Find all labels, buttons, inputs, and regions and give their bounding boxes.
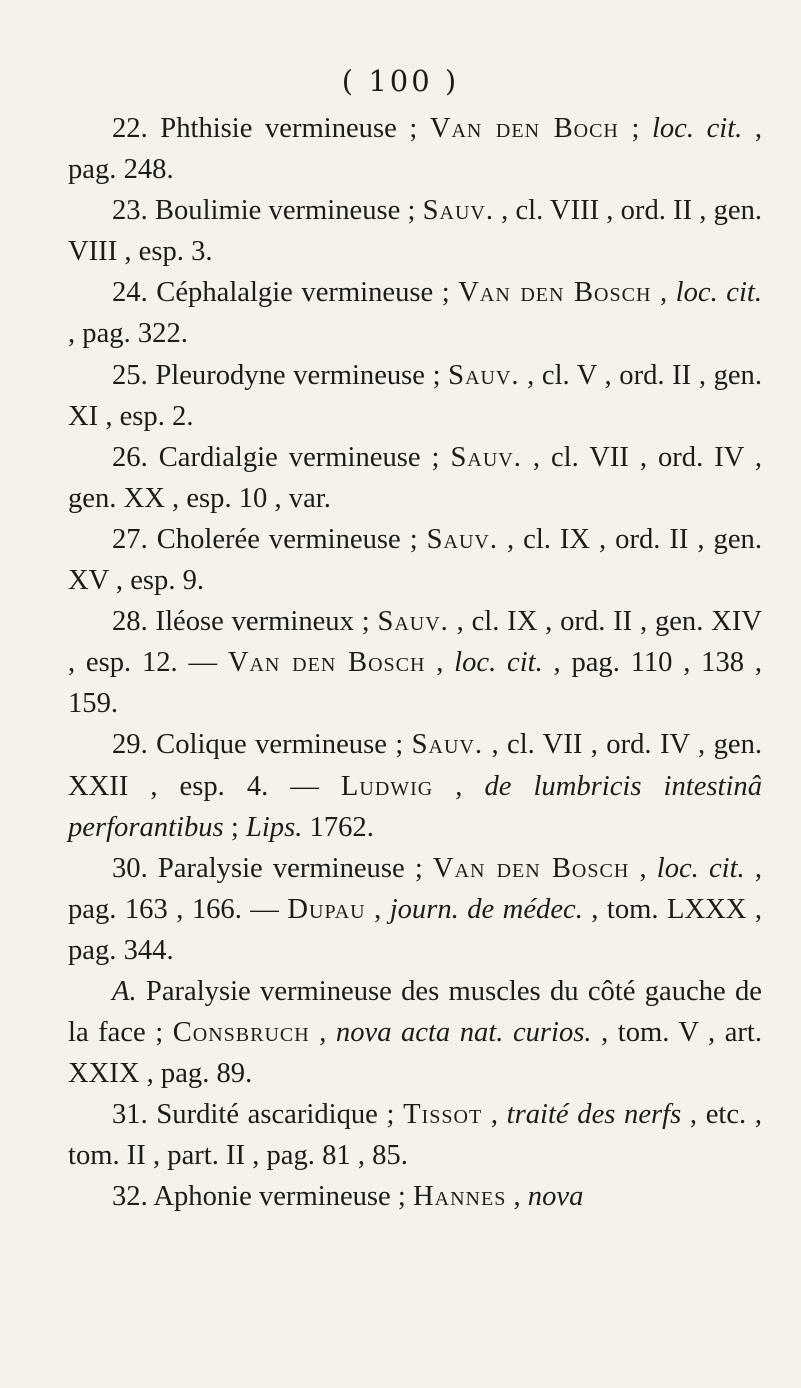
entry-30 — [68, 848, 762, 971]
citation-italic: loc. cit. — [651, 113, 743, 144]
entry-text: , — [629, 852, 657, 884]
entry-number: 28. — [112, 606, 156, 638]
entry-25 — [68, 355, 762, 437]
entry-text: , pag. 248. — [68, 113, 762, 186]
entry-number: A. — [112, 975, 146, 1007]
entry-text: , cl. IX , ord. II , gen. XIV , esp. 12. — — [68, 606, 762, 679]
entry-text: Phthisie vermineuse ; — [160, 113, 430, 144]
entry-text: , tom. V , art. XXIX , pag. 89. — [68, 1017, 762, 1090]
entry-text: , — [425, 647, 455, 679]
author-name: Sauv. — [422, 195, 494, 227]
citation-italic: loc. cit. — [656, 852, 745, 884]
entry-29 — [68, 724, 762, 847]
entry-text: Cardialgie vermineuse ; — [158, 441, 451, 473]
entry-27 — [68, 519, 762, 601]
entry-text: , — [433, 770, 485, 802]
entry-text: , — [309, 1017, 336, 1049]
entry-26 — [68, 437, 762, 519]
entry-number: 22. — [112, 113, 161, 144]
entry-text: , — [482, 1099, 507, 1131]
entry-text: , cl. VIII , ord. II , gen. VIII , esp. 3. — [68, 195, 763, 268]
author-name: Sauv. — [448, 359, 520, 391]
entry-31 — [68, 1094, 762, 1176]
entry-text: , — [365, 893, 390, 925]
author-name: Dupau — [287, 893, 366, 925]
entry-text: Boulimie vermineuse ; — [154, 195, 423, 227]
entry-text: , pag. 110 , 138 , 159. — [68, 647, 762, 720]
entry-text: Cholerée vermineuse ; — [156, 523, 427, 555]
entry-text: , cl. V , ord. II , gen. XI , esp. 2. — [68, 359, 763, 432]
entry-28 — [68, 601, 762, 724]
entry-text: , cl. VII , ord. IV , gen. XXII , esp. 4. — — [68, 729, 763, 802]
entry-text: , tom. LXXX , pag. 344. — [68, 893, 762, 966]
author-name: Consbruch — [172, 1017, 310, 1049]
entry-number: 32. — [112, 1181, 154, 1213]
citation-italic: nova — [527, 1181, 584, 1213]
author-name: Sauv. — [411, 729, 484, 761]
entry-text: , — [506, 1181, 528, 1213]
entry-text: Aphonie vermineuse ; — [153, 1181, 413, 1213]
entry-number: 25. — [112, 359, 156, 391]
author-name: Ludwig — [340, 770, 434, 802]
entry-text: Céphalalgie vermineuse ; — [156, 277, 459, 309]
entry-22 — [68, 108, 762, 190]
entry-list — [68, 108, 762, 1218]
entry-text: , — [651, 277, 676, 309]
entry-32 — [68, 1176, 762, 1217]
entry-text: Paralysie vermineuse des muscles du côté gauche de la face ; — [68, 975, 763, 1049]
entry-text: ; — [618, 113, 652, 144]
author-name: Sauv. — [426, 523, 499, 555]
entry-text: , etc. , tom. II , part. II , pag. 81 , 85. — [68, 1099, 763, 1172]
entry-text: Paralysie vermineuse ; — [157, 852, 433, 884]
entry-text: Iléose vermineux ; — [155, 606, 378, 638]
citation-italic: journ. de médec. — [389, 893, 583, 925]
entry-number: 23. — [112, 195, 155, 227]
citation-italic: loc. cit. — [675, 277, 763, 309]
entry-text: , pag. 322. — [68, 318, 188, 350]
citation-italic: traité des nerfs — [506, 1099, 682, 1131]
page-number: ( 100 ) — [341, 64, 460, 98]
entry-number: 26. — [112, 441, 159, 473]
citation-italic: de lumbricis intestinâ perforantibus — [68, 770, 762, 843]
entry-number: 27. — [112, 523, 157, 555]
entry-24 — [68, 272, 762, 354]
entry-number: 24. — [112, 277, 157, 309]
entry-number: 30. — [112, 852, 158, 884]
entry-number: 29. — [112, 729, 157, 761]
author-name: Van den Bosch — [227, 647, 426, 679]
entry-text: , cl. VII , ord. IV , gen. XX , esp. 10 , var. — [68, 441, 762, 514]
entry-number: 31. — [112, 1099, 157, 1131]
entry-30a — [68, 971, 762, 1094]
author-name: Tissot — [403, 1099, 483, 1131]
entry-text: 1762. — [302, 811, 374, 843]
entry-text: , pag. 163 , 166. — — [68, 852, 763, 925]
citation-italic: Lips. — [245, 811, 303, 843]
author-name: Van den Bosch — [432, 852, 630, 884]
author-name: Sauv. — [377, 606, 449, 638]
author-name: Sauv. — [450, 441, 522, 473]
author-name: Hannes — [413, 1181, 507, 1213]
entry-text: Pleurodyne vermineuse ; — [155, 359, 449, 391]
entry-23 — [68, 190, 762, 272]
citation-italic: nova acta nat. curios. — [335, 1017, 592, 1049]
citation-italic: loc. cit. — [454, 647, 543, 679]
entry-text: ; — [223, 811, 246, 843]
entry-text: , cl. IX , ord. II , gen. XV , esp. 9. — [68, 523, 762, 597]
entry-text: Surdité ascaridique ; — [156, 1099, 404, 1131]
author-name: Van den Boch — [429, 113, 619, 144]
author-name: Van den Bosch — [458, 277, 652, 309]
entry-text: Colique vermineuse ; — [156, 729, 412, 761]
